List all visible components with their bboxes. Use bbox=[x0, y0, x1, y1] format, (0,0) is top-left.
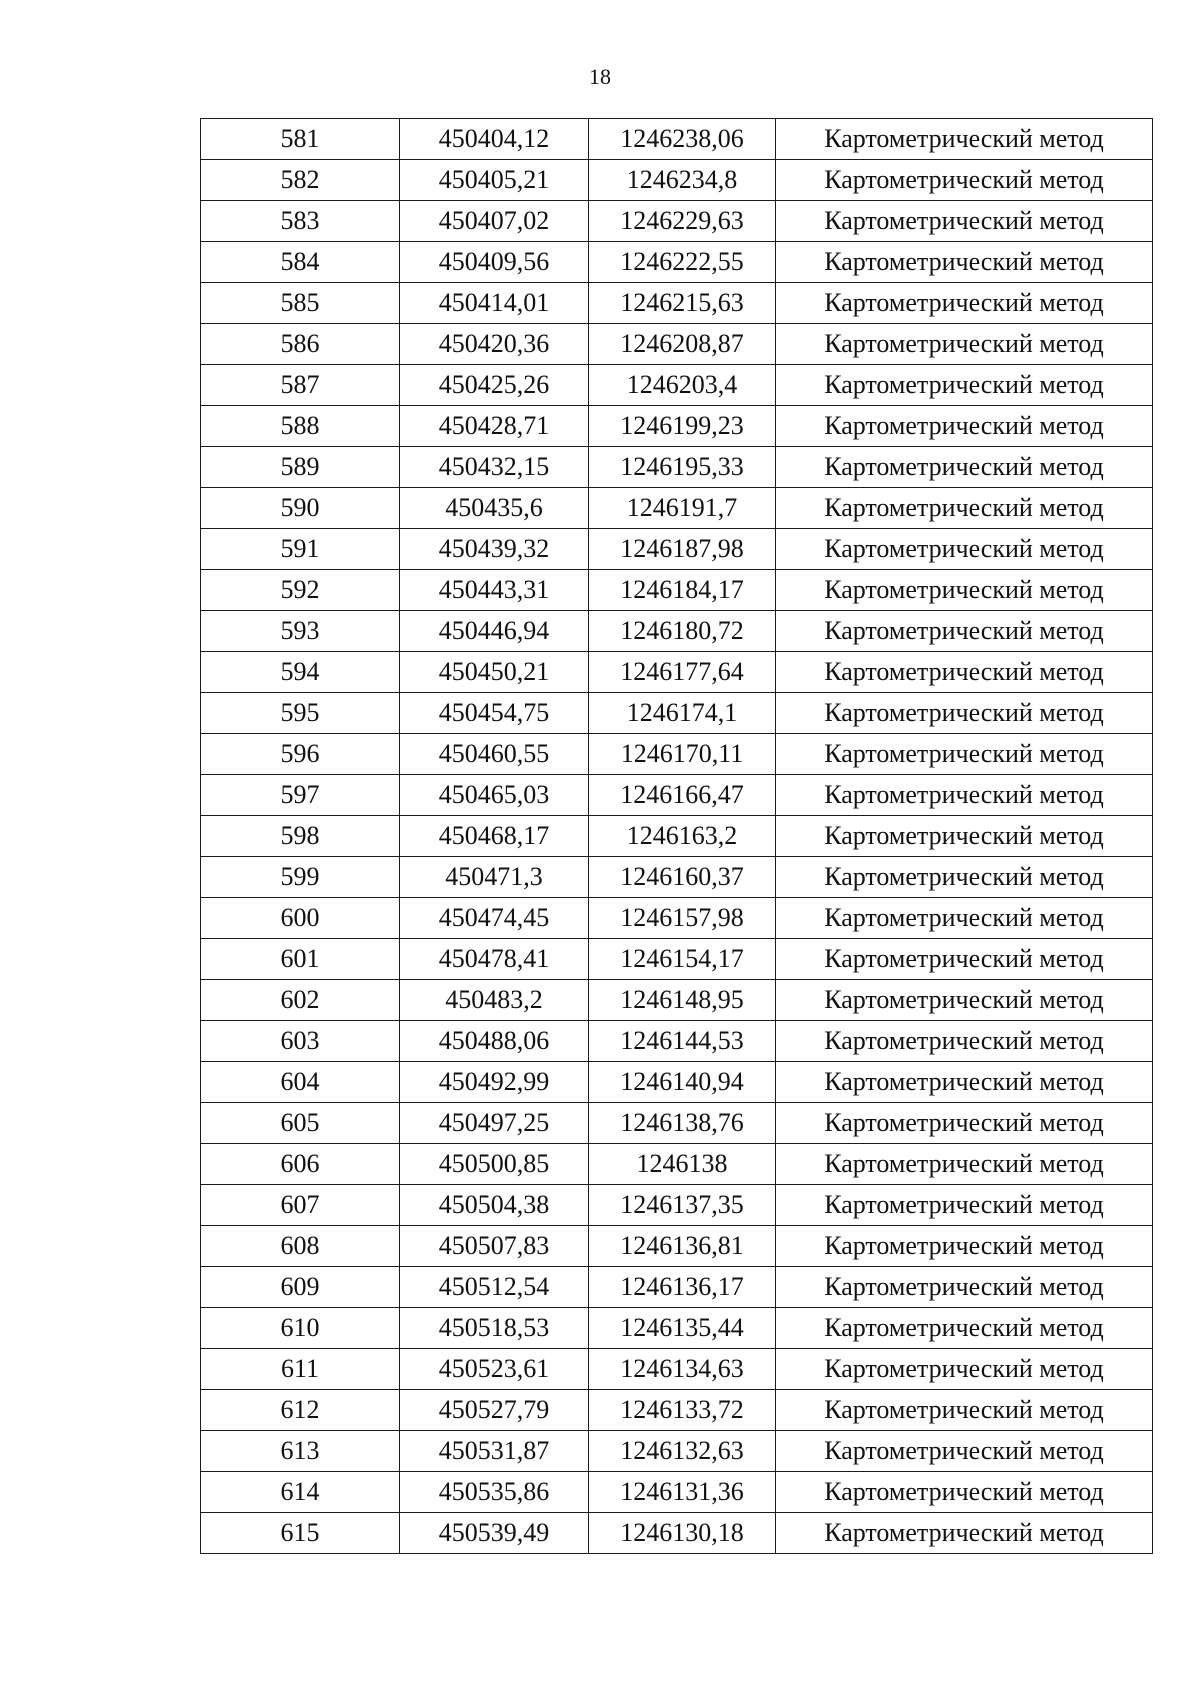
x-coordinate-cell: 450404,12 bbox=[400, 119, 589, 160]
y-coordinate-cell: 1246174,1 bbox=[589, 693, 776, 734]
table-row bbox=[201, 1103, 1153, 1144]
table-row bbox=[201, 529, 1153, 570]
point-number-cell: 608 bbox=[201, 1226, 400, 1267]
point-number-cell: 611 bbox=[201, 1349, 400, 1390]
method-cell: Картометрический метод bbox=[776, 1185, 1153, 1226]
method-cell: Картометрический метод bbox=[776, 980, 1153, 1021]
point-number-cell: 586 bbox=[201, 324, 400, 365]
table-row bbox=[201, 1308, 1153, 1349]
table-row bbox=[201, 283, 1153, 324]
table-row bbox=[201, 1472, 1153, 1513]
point-number-cell: 589 bbox=[201, 447, 400, 488]
method-cell: Картометрический метод bbox=[776, 1062, 1153, 1103]
x-coordinate-cell: 450531,87 bbox=[400, 1431, 589, 1472]
point-number-cell: 605 bbox=[201, 1103, 400, 1144]
y-coordinate-cell: 1246191,7 bbox=[589, 488, 776, 529]
y-coordinate-cell: 1246154,17 bbox=[589, 939, 776, 980]
coordinates-table bbox=[200, 118, 1153, 1554]
x-coordinate-cell: 450454,75 bbox=[400, 693, 589, 734]
x-coordinate-cell: 450471,3 bbox=[400, 857, 589, 898]
y-coordinate-cell: 1246131,36 bbox=[589, 1472, 776, 1513]
x-coordinate-cell: 450535,86 bbox=[400, 1472, 589, 1513]
x-coordinate-cell: 450518,53 bbox=[400, 1308, 589, 1349]
point-number-cell: 615 bbox=[201, 1513, 400, 1554]
point-number-cell: 581 bbox=[201, 119, 400, 160]
y-coordinate-cell: 1246137,35 bbox=[589, 1185, 776, 1226]
method-cell: Картометрический метод bbox=[776, 1431, 1153, 1472]
method-cell: Картометрический метод bbox=[776, 898, 1153, 939]
method-cell: Картометрический метод bbox=[776, 1308, 1153, 1349]
x-coordinate-cell: 450497,25 bbox=[400, 1103, 589, 1144]
method-cell: Картометрический метод bbox=[776, 1226, 1153, 1267]
y-coordinate-cell: 1246134,63 bbox=[589, 1349, 776, 1390]
y-coordinate-cell: 1246187,98 bbox=[589, 529, 776, 570]
method-cell: Картометрический метод bbox=[776, 570, 1153, 611]
x-coordinate-cell: 450474,45 bbox=[400, 898, 589, 939]
point-number-cell: 583 bbox=[201, 201, 400, 242]
y-coordinate-cell: 1246138 bbox=[589, 1144, 776, 1185]
point-number-cell: 607 bbox=[201, 1185, 400, 1226]
method-cell: Картометрический метод bbox=[776, 1103, 1153, 1144]
point-number-cell: 597 bbox=[201, 775, 400, 816]
table-row bbox=[201, 1021, 1153, 1062]
x-coordinate-cell: 450468,17 bbox=[400, 816, 589, 857]
method-cell: Картометрический метод bbox=[776, 324, 1153, 365]
y-coordinate-cell: 1246222,55 bbox=[589, 242, 776, 283]
point-number-cell: 599 bbox=[201, 857, 400, 898]
x-coordinate-cell: 450483,2 bbox=[400, 980, 589, 1021]
method-cell: Картометрический метод bbox=[776, 201, 1153, 242]
method-cell: Картометрический метод bbox=[776, 447, 1153, 488]
x-coordinate-cell: 450500,85 bbox=[400, 1144, 589, 1185]
table-row bbox=[201, 734, 1153, 775]
y-coordinate-cell: 1246148,95 bbox=[589, 980, 776, 1021]
table-row bbox=[201, 1062, 1153, 1103]
table-row bbox=[201, 1431, 1153, 1472]
y-coordinate-cell: 1246229,63 bbox=[589, 201, 776, 242]
method-cell: Картометрический метод bbox=[776, 611, 1153, 652]
x-coordinate-cell: 450450,21 bbox=[400, 652, 589, 693]
table-row bbox=[201, 816, 1153, 857]
y-coordinate-cell: 1246238,06 bbox=[589, 119, 776, 160]
y-coordinate-cell: 1246208,87 bbox=[589, 324, 776, 365]
table-row bbox=[201, 898, 1153, 939]
point-number-cell: 614 bbox=[201, 1472, 400, 1513]
method-cell: Картометрический метод bbox=[776, 1349, 1153, 1390]
y-coordinate-cell: 1246195,33 bbox=[589, 447, 776, 488]
table-row bbox=[201, 980, 1153, 1021]
table-row bbox=[201, 570, 1153, 611]
point-number-cell: 601 bbox=[201, 939, 400, 980]
x-coordinate-cell: 450409,56 bbox=[400, 242, 589, 283]
x-coordinate-cell: 450539,49 bbox=[400, 1513, 589, 1554]
y-coordinate-cell: 1246136,17 bbox=[589, 1267, 776, 1308]
y-coordinate-cell: 1246177,64 bbox=[589, 652, 776, 693]
point-number-cell: 585 bbox=[201, 283, 400, 324]
point-number-cell: 610 bbox=[201, 1308, 400, 1349]
method-cell: Картометрический метод bbox=[776, 816, 1153, 857]
y-coordinate-cell: 1246180,72 bbox=[589, 611, 776, 652]
x-coordinate-cell: 450460,55 bbox=[400, 734, 589, 775]
method-cell: Картометрический метод bbox=[776, 1513, 1153, 1554]
table-row bbox=[201, 406, 1153, 447]
y-coordinate-cell: 1246144,53 bbox=[589, 1021, 776, 1062]
method-cell: Картометрический метод bbox=[776, 1390, 1153, 1431]
x-coordinate-cell: 450428,71 bbox=[400, 406, 589, 447]
x-coordinate-cell: 450405,21 bbox=[400, 160, 589, 201]
table-row bbox=[201, 1226, 1153, 1267]
y-coordinate-cell: 1246157,98 bbox=[589, 898, 776, 939]
x-coordinate-cell: 450523,61 bbox=[400, 1349, 589, 1390]
x-coordinate-cell: 450439,32 bbox=[400, 529, 589, 570]
y-coordinate-cell: 1246163,2 bbox=[589, 816, 776, 857]
point-number-cell: 609 bbox=[201, 1267, 400, 1308]
table-row bbox=[201, 160, 1153, 201]
table-row bbox=[201, 1267, 1153, 1308]
y-coordinate-cell: 1246184,17 bbox=[589, 570, 776, 611]
table-row bbox=[201, 447, 1153, 488]
x-coordinate-cell: 450504,38 bbox=[400, 1185, 589, 1226]
x-coordinate-cell: 450443,31 bbox=[400, 570, 589, 611]
point-number-cell: 594 bbox=[201, 652, 400, 693]
method-cell: Картометрический метод bbox=[776, 1144, 1153, 1185]
method-cell: Картометрический метод bbox=[776, 939, 1153, 980]
point-number-cell: 587 bbox=[201, 365, 400, 406]
table-row bbox=[201, 365, 1153, 406]
method-cell: Картометрический метод bbox=[776, 693, 1153, 734]
point-number-cell: 592 bbox=[201, 570, 400, 611]
method-cell: Картометрический метод bbox=[776, 406, 1153, 447]
method-cell: Картометрический метод bbox=[776, 242, 1153, 283]
x-coordinate-cell: 450507,83 bbox=[400, 1226, 589, 1267]
table-row bbox=[201, 775, 1153, 816]
x-coordinate-cell: 450478,41 bbox=[400, 939, 589, 980]
point-number-cell: 600 bbox=[201, 898, 400, 939]
y-coordinate-cell: 1246133,72 bbox=[589, 1390, 776, 1431]
point-number-cell: 596 bbox=[201, 734, 400, 775]
y-coordinate-cell: 1246135,44 bbox=[589, 1308, 776, 1349]
x-coordinate-cell: 450465,03 bbox=[400, 775, 589, 816]
x-coordinate-cell: 450420,36 bbox=[400, 324, 589, 365]
point-number-cell: 588 bbox=[201, 406, 400, 447]
table-row bbox=[201, 488, 1153, 529]
point-number-cell: 604 bbox=[201, 1062, 400, 1103]
method-cell: Картометрический метод bbox=[776, 652, 1153, 693]
y-coordinate-cell: 1246160,37 bbox=[589, 857, 776, 898]
point-number-cell: 590 bbox=[201, 488, 400, 529]
table-row bbox=[201, 242, 1153, 283]
y-coordinate-cell: 1246136,81 bbox=[589, 1226, 776, 1267]
x-coordinate-cell: 450446,94 bbox=[400, 611, 589, 652]
table-row bbox=[201, 119, 1153, 160]
method-cell: Картометрический метод bbox=[776, 160, 1153, 201]
y-coordinate-cell: 1246170,11 bbox=[589, 734, 776, 775]
method-cell: Картометрический метод bbox=[776, 1472, 1153, 1513]
y-coordinate-cell: 1246130,18 bbox=[589, 1513, 776, 1554]
method-cell: Картометрический метод bbox=[776, 488, 1153, 529]
x-coordinate-cell: 450488,06 bbox=[400, 1021, 589, 1062]
method-cell: Картометрический метод bbox=[776, 529, 1153, 570]
point-number-cell: 591 bbox=[201, 529, 400, 570]
point-number-cell: 598 bbox=[201, 816, 400, 857]
table-row bbox=[201, 1185, 1153, 1226]
point-number-cell: 595 bbox=[201, 693, 400, 734]
x-coordinate-cell: 450492,99 bbox=[400, 1062, 589, 1103]
y-coordinate-cell: 1246215,63 bbox=[589, 283, 776, 324]
y-coordinate-cell: 1246138,76 bbox=[589, 1103, 776, 1144]
method-cell: Картометрический метод bbox=[776, 1267, 1153, 1308]
table-row bbox=[201, 611, 1153, 652]
table-row bbox=[201, 1513, 1153, 1554]
y-coordinate-cell: 1246234,8 bbox=[589, 160, 776, 201]
table-row bbox=[201, 693, 1153, 734]
x-coordinate-cell: 450407,02 bbox=[400, 201, 589, 242]
x-coordinate-cell: 450414,01 bbox=[400, 283, 589, 324]
table-row bbox=[201, 201, 1153, 242]
x-coordinate-cell: 450512,54 bbox=[400, 1267, 589, 1308]
table-row bbox=[201, 857, 1153, 898]
table-row bbox=[201, 939, 1153, 980]
x-coordinate-cell: 450432,15 bbox=[400, 447, 589, 488]
table-row bbox=[201, 652, 1153, 693]
point-number-cell: 612 bbox=[201, 1390, 400, 1431]
method-cell: Картометрический метод bbox=[776, 283, 1153, 324]
page-number: 18 bbox=[589, 64, 611, 89]
method-cell: Картометрический метод bbox=[776, 775, 1153, 816]
point-number-cell: 593 bbox=[201, 611, 400, 652]
table-row bbox=[201, 1349, 1153, 1390]
x-coordinate-cell: 450527,79 bbox=[400, 1390, 589, 1431]
method-cell: Картометрический метод bbox=[776, 119, 1153, 160]
method-cell: Картометрический метод bbox=[776, 734, 1153, 775]
table-row bbox=[201, 324, 1153, 365]
table-row bbox=[201, 1390, 1153, 1431]
point-number-cell: 584 bbox=[201, 242, 400, 283]
point-number-cell: 613 bbox=[201, 1431, 400, 1472]
method-cell: Картометрический метод bbox=[776, 365, 1153, 406]
point-number-cell: 582 bbox=[201, 160, 400, 201]
y-coordinate-cell: 1246166,47 bbox=[589, 775, 776, 816]
table-row bbox=[201, 1144, 1153, 1185]
coordinates-table-body bbox=[201, 119, 1153, 1554]
method-cell: Картометрический метод bbox=[776, 1021, 1153, 1062]
point-number-cell: 602 bbox=[201, 980, 400, 1021]
x-coordinate-cell: 450425,26 bbox=[400, 365, 589, 406]
y-coordinate-cell: 1246132,63 bbox=[589, 1431, 776, 1472]
y-coordinate-cell: 1246199,23 bbox=[589, 406, 776, 447]
y-coordinate-cell: 1246140,94 bbox=[589, 1062, 776, 1103]
point-number-cell: 606 bbox=[201, 1144, 400, 1185]
point-number-cell: 603 bbox=[201, 1021, 400, 1062]
x-coordinate-cell: 450435,6 bbox=[400, 488, 589, 529]
y-coordinate-cell: 1246203,4 bbox=[589, 365, 776, 406]
method-cell: Картометрический метод bbox=[776, 857, 1153, 898]
